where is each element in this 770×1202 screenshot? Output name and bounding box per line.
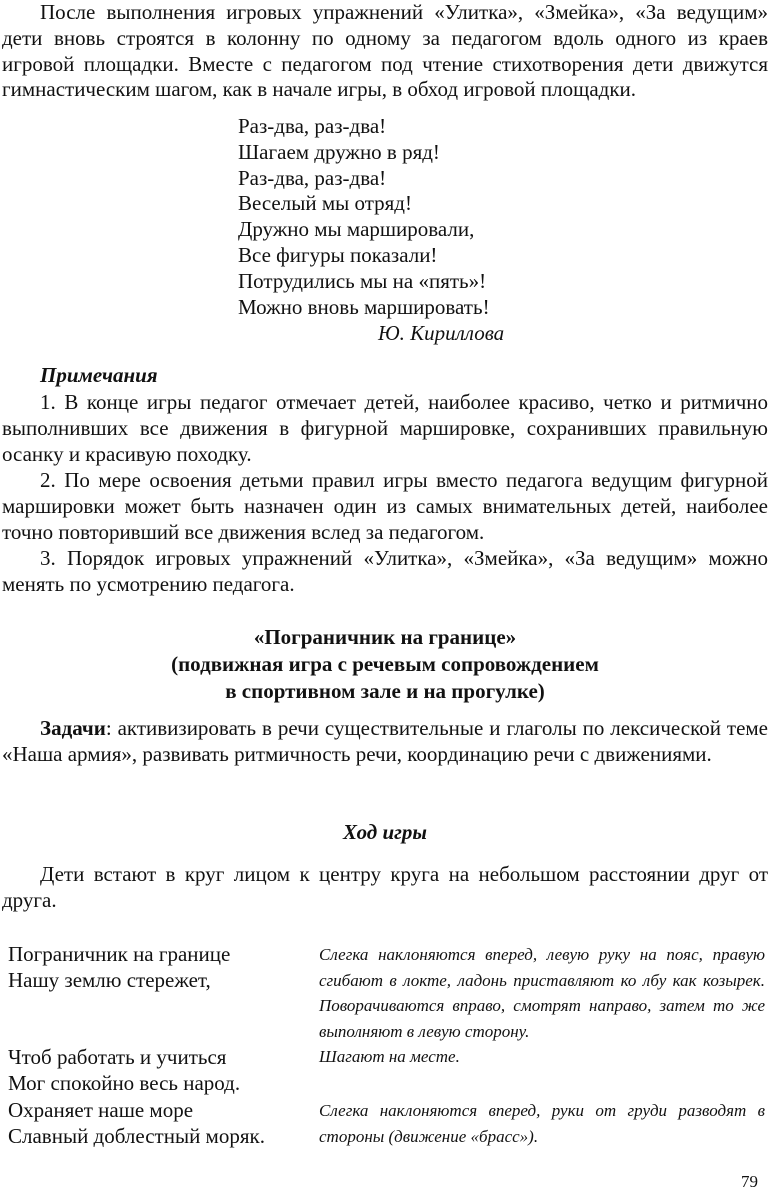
- verse-line: Нашу землю стережет,: [8, 968, 211, 992]
- notes-title: Примечания: [40, 363, 158, 387]
- poem-line: Шагаем дружно в ряд!: [238, 139, 440, 164]
- poem: [238, 114, 490, 320]
- intro-paragraph: После выполнения игровых упражнений «Улитка», «Змейка», «За ведущим» дети вновь строятся в колонну по одному за педагогом вдоль одного из краев игровой площадки. Вместе с педагогом под чтение стихотворения дети движутся гимнастическим шагом, как в начале игры, в обход игровой площадки.: [2, 0, 768, 102]
- note-item-3: 3. Порядок игровых упражнений «Улитка», «Змейка», «За ведущим» можно менять по усмотрению педагога.: [2, 546, 768, 596]
- course-title: Ход игры: [343, 820, 427, 844]
- verse-1-action: Слегка наклоняются вперед, левую руку на пояс, правую сгибают в локте, ладонь приставляют ко лбу как козырек. Поворачиваются вправо, смотрят направо, затем то же выполняют в левую сторону.: [319, 945, 765, 1041]
- game-subtitle-line1: (подвижная игра с речевым сопровождением: [171, 652, 599, 676]
- verse-3-action: Слегка наклоняются вперед, руки от груди разводят в стороны (движение «брасс»).: [319, 1101, 765, 1146]
- poem-author: Ю. Кириллова: [378, 321, 505, 345]
- poem-line: Дружно мы маршировали,: [238, 217, 475, 242]
- verse-line: Пограничник на границе: [8, 942, 231, 966]
- verse-line: Охраняет наше море: [8, 1098, 194, 1122]
- tasks-label: Задачи: [40, 716, 106, 740]
- tasks-paragraph: Задачи: активизировать в речи существительные и глаголы по лексической теме «Наша армия», развивать ритмичность речи, координацию речи с движениями.: [2, 716, 768, 766]
- note-item-1: 1. В конце игры педагог отмечает детей, наиболее красиво, четко и ритмично выполнивших все движения в фигурной маршировке, сохранивших правильную осанку и красивую походку.: [2, 390, 768, 466]
- verse-2-action: Шагают на месте.: [319, 1047, 460, 1066]
- poem-line: Раз-два, раз-два!: [238, 165, 387, 190]
- game-subtitle-line2: в спортивном зале и на прогулке): [225, 679, 545, 703]
- verse-2-lines: [8, 1044, 240, 1096]
- verse-3-lines: [8, 1097, 265, 1149]
- poem-line: Раз-два, раз-два!: [238, 114, 387, 138]
- verse-line: Славный доблестный моряк.: [8, 1124, 265, 1148]
- poem-line: Все фигуры показали!: [238, 242, 438, 267]
- poem-line: Потрудились мы на «пять»!: [238, 268, 487, 293]
- poem-line: Веселый мы отряд!: [238, 191, 412, 216]
- poem-line: Можно вновь маршировать!: [238, 294, 490, 319]
- page-number: 79: [741, 1172, 758, 1191]
- verse-line: Мог спокойно весь народ.: [8, 1071, 241, 1095]
- verse-1-lines: [8, 941, 230, 993]
- verse-line: Чтоб работать и учиться: [8, 1045, 227, 1069]
- game-title: «Пограничник на границе»: [253, 625, 517, 649]
- note-item-2: 2. По мере освоения детьми правил игры вместо педагога ведущим фигурной маршировки может быть назначен один из самых внимательных детей, наиболее точно повторивший все движения вслед за педагогом.: [2, 468, 768, 544]
- course-paragraph: Дети встают в круг лицом к центру круга на небольшом расстоянии друг от друга.: [2, 862, 768, 912]
